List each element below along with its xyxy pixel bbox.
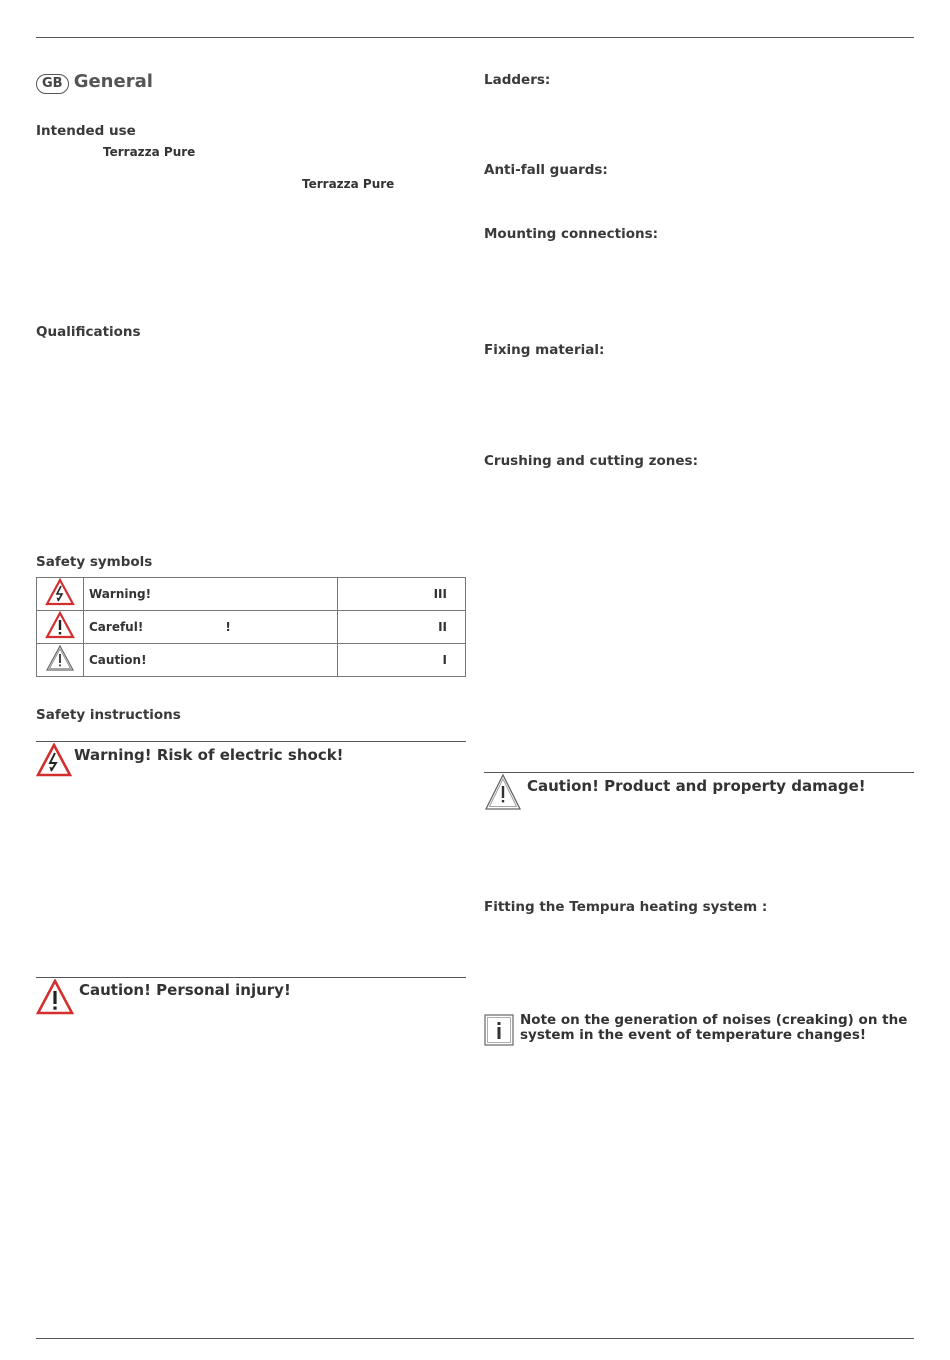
- bottom-rule: [36, 1338, 914, 1339]
- heading-safety-symbols: Safety symbols: [36, 554, 153, 570]
- injury-divider: [36, 977, 466, 978]
- table-row: [37, 611, 466, 644]
- heading-crushing-cutting-zones: Crushing and cutting zones:: [484, 453, 698, 469]
- symbol-cell: [37, 611, 84, 644]
- symbol-level: I: [338, 644, 466, 677]
- info-icon: [484, 1014, 514, 1046]
- caution-icon: [484, 773, 522, 811]
- electric-shock-warning-icon: [36, 743, 72, 777]
- heading-ladders: Ladders:: [484, 72, 551, 88]
- property-divider: [484, 772, 914, 773]
- warning-divider: [36, 741, 466, 742]
- heading-fixing-material: Fixing material:: [484, 342, 605, 358]
- top-rule: [36, 37, 914, 38]
- symbol-label: Warning!: [84, 578, 338, 611]
- caution-injury-title: Caution! Personal injury!: [79, 981, 291, 999]
- symbol-label: Caution!: [84, 644, 338, 677]
- symbol-cell: [37, 578, 84, 611]
- warning-electric-title: Warning! Risk of electric shock!: [74, 746, 344, 764]
- symbol-cell: [37, 644, 84, 677]
- electric-shock-warning-icon: [45, 578, 75, 606]
- caution-property-title: Caution! Product and property damage!: [527, 777, 866, 795]
- heading-fitting-tempura: Fitting the Tempura heating system :: [484, 899, 768, 915]
- symbol-level: II: [338, 611, 466, 644]
- symbol-level: III: [338, 578, 466, 611]
- product-mention-2: Terrazza Pure: [302, 177, 395, 191]
- page-title: General: [73, 71, 153, 92]
- symbol-label: Careful! !: [84, 611, 338, 644]
- heading-intended-use: Intended use: [36, 123, 136, 139]
- danger-warning-icon: [36, 979, 74, 1015]
- safety-symbols-table: [36, 577, 466, 677]
- table-row: [37, 644, 466, 677]
- language-badge: GB: [36, 74, 69, 94]
- heading-mounting-connections: Mounting connections:: [484, 226, 659, 242]
- note-noise-title: Note on the generation of noises (creaking) on the system in the event of temperature changes!: [520, 1012, 908, 1043]
- heading-qualifications: Qualifications: [36, 324, 141, 340]
- product-mention-1: Terrazza Pure: [103, 145, 196, 159]
- heading-anti-fall-guards: Anti-fall guards:: [484, 162, 608, 178]
- heading-safety-instructions: Safety instructions: [36, 707, 181, 723]
- table-row: [37, 578, 466, 611]
- caution-icon: [45, 644, 75, 672]
- danger-warning-icon: [45, 611, 75, 639]
- section-header: [36, 71, 153, 94]
